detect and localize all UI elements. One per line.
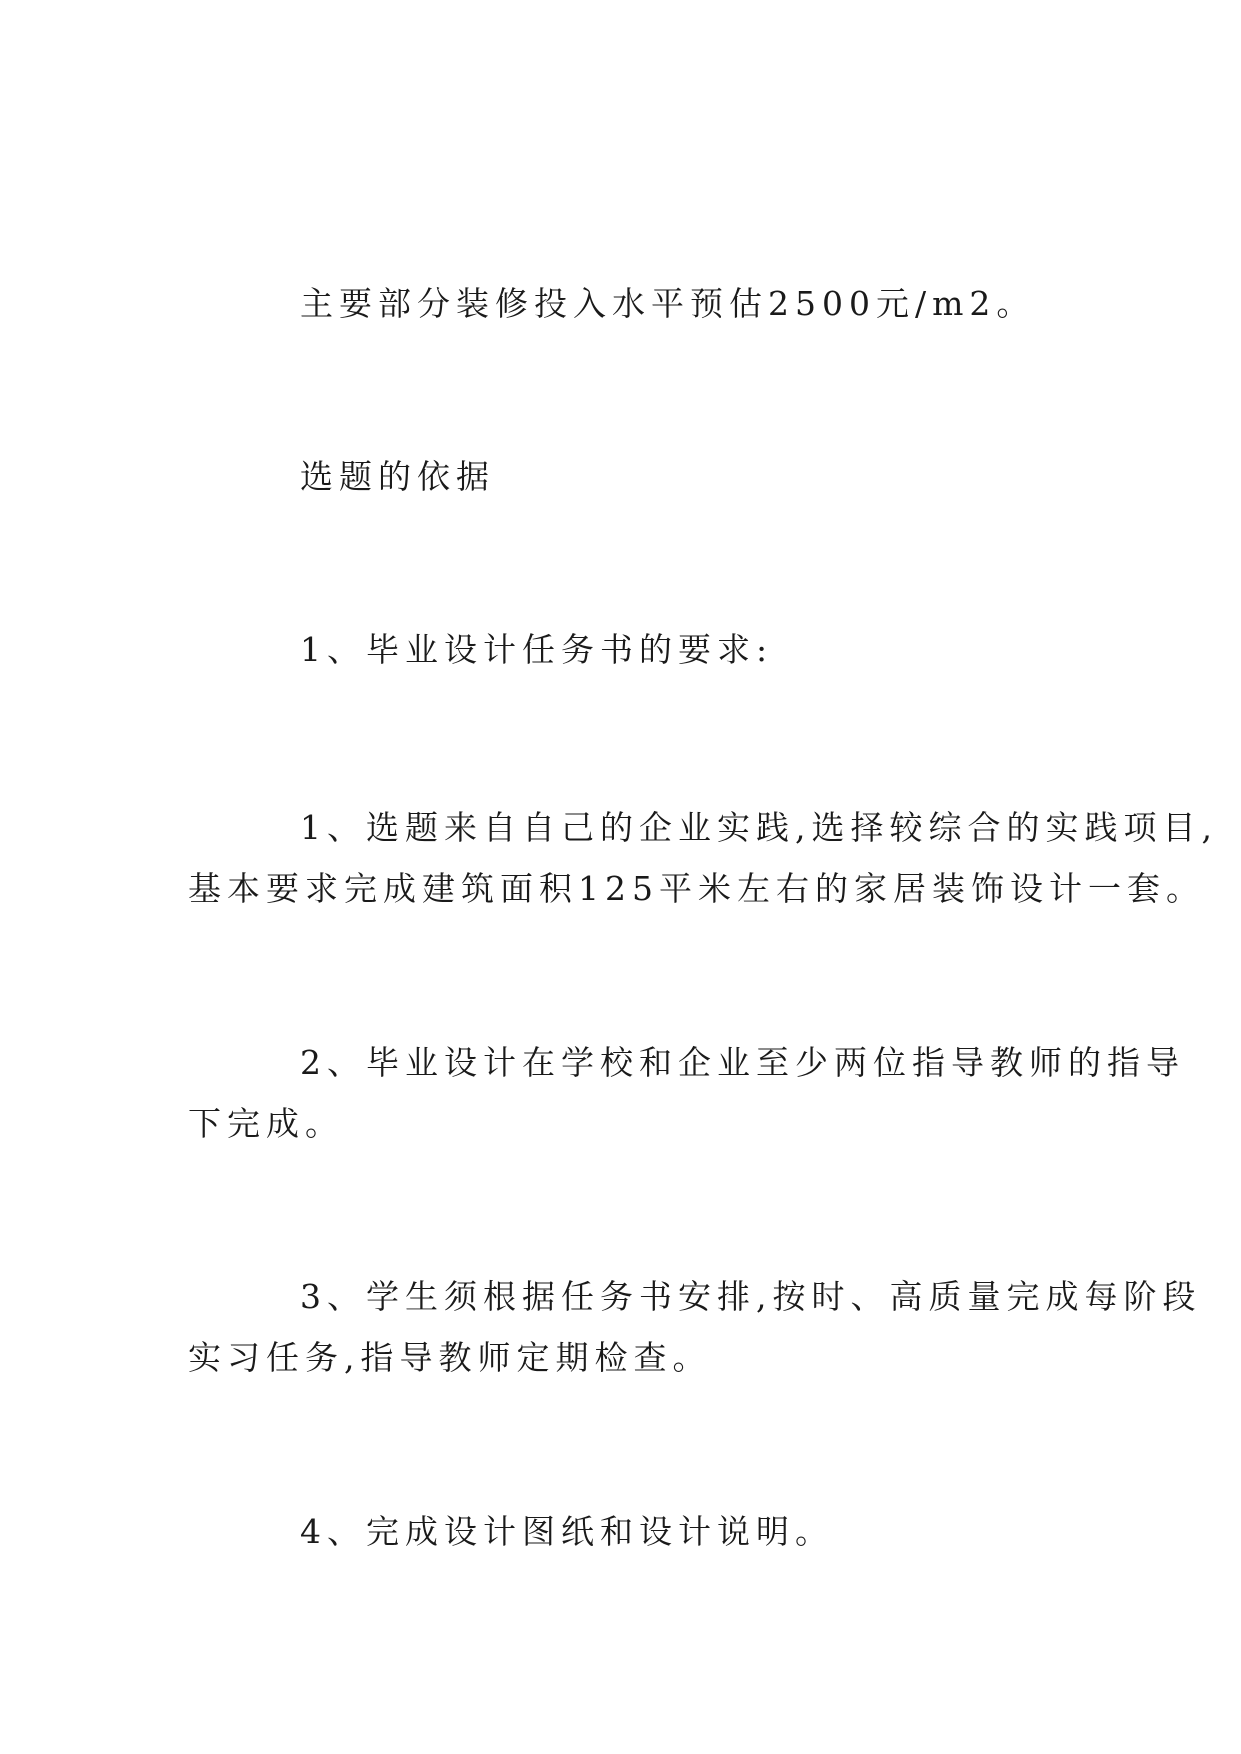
list-item-3-line-2: 实习任务,指导教师定期检查。: [188, 1338, 712, 1377]
list-item-3-line-1: 3、学生须根据任务书安排,按时、高质量完成每阶段: [300, 1277, 1202, 1316]
list-item-1-line-1: 1、选题来自自己的企业实践,选择较综合的实践项目,: [300, 808, 1218, 847]
list-heading-task-requirements: 1、毕业设计任务书的要求:: [300, 630, 774, 669]
list-item-2-line-1: 2、毕业设计在学校和企业至少两位指导教师的指导: [300, 1043, 1185, 1082]
paragraph-budget-estimate: 主要部分装修投入水平预估2500元/m2。: [300, 284, 1036, 323]
list-item-1-line-2: 基本要求完成建筑面积125平米左右的家居装饰设计一套。: [188, 869, 1205, 908]
list-item-4: 4、完成设计图纸和设计说明。: [300, 1512, 834, 1551]
list-item-2-line-2: 下完成。: [188, 1104, 344, 1143]
section-heading-topic-basis: 选题的依据: [300, 457, 495, 496]
